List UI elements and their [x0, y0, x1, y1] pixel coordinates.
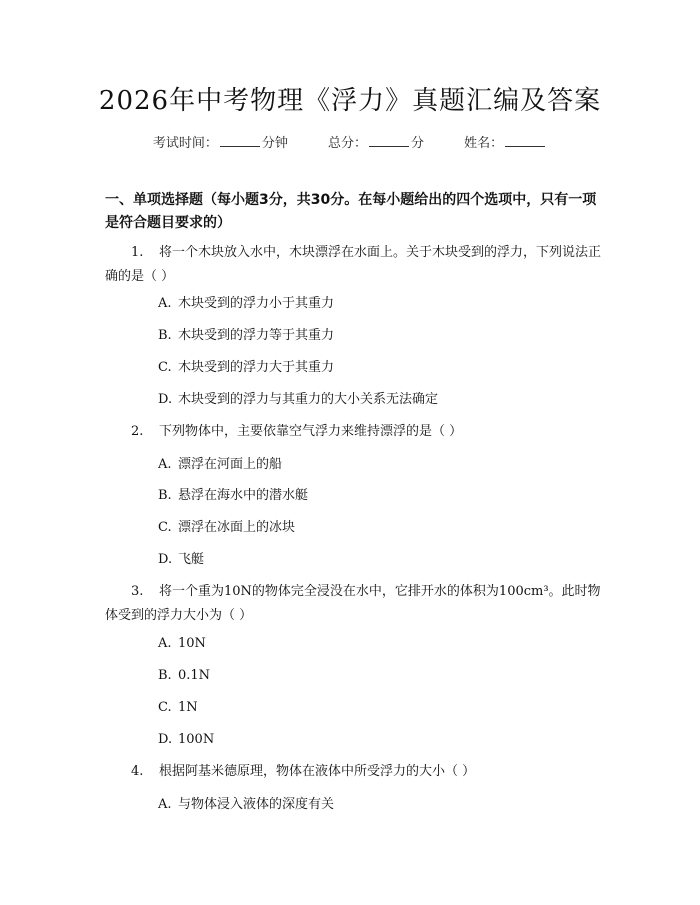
- option-letter: C.: [158, 700, 172, 715]
- option-letter: A.: [158, 797, 172, 812]
- question-3-option-c: [158, 698, 198, 718]
- exam-time-field: [153, 136, 288, 151]
- question-4: [105, 760, 605, 784]
- option-letter: C.: [158, 360, 172, 375]
- option-text: 1N: [178, 700, 198, 715]
- option-text: 100N: [178, 732, 215, 747]
- question-text: 将一个重为10N的物体完全浸没在水中，它排开水的体积为100cm³。此时物体受到的浮力大小为（ ）: [105, 584, 601, 623]
- option-text: 飞艇: [178, 552, 205, 567]
- question-2-option-c: [158, 518, 295, 538]
- question-2-option-b: [158, 486, 308, 506]
- question-text: 根据阿基米德原理，物体在液体中所受浮力的大小（ ）: [159, 764, 476, 779]
- question-1: [105, 241, 605, 289]
- option-text: 漂浮在河面上的船: [178, 457, 283, 472]
- question-number: 2.: [131, 424, 144, 439]
- question-text: 下列物体中，主要依靠空气浮力来维持漂浮的是（ ）: [159, 424, 463, 439]
- total-score-label: 总分：: [327, 136, 367, 151]
- question-3-option-a: [158, 634, 206, 654]
- option-text: 悬浮在海水中的潜水艇: [178, 488, 309, 503]
- exam-time-unit: 分钟: [261, 136, 288, 151]
- question-2: [105, 420, 605, 444]
- total-score-blank: [369, 134, 409, 147]
- option-text: 木块受到的浮力与其重力的大小关系无法确定: [178, 392, 439, 407]
- question-1-option-d: [158, 390, 438, 410]
- option-letter: A.: [158, 296, 172, 311]
- option-letter: B.: [158, 488, 172, 503]
- exam-time-blank: [220, 134, 260, 147]
- question-text: 将一个木块放入水中，木块漂浮在水面上。关于木块受到的浮力，下列说法正确的是（ ）: [105, 245, 602, 284]
- student-name-field: [464, 136, 547, 151]
- question-2-option-a: [158, 455, 282, 475]
- option-text: 木块受到的浮力大于其重力: [178, 360, 335, 375]
- question-number: 4.: [131, 764, 144, 779]
- exam-time-label: 考试时间：: [152, 136, 218, 151]
- option-text: 0.1N: [178, 668, 211, 683]
- question-4-option-a: [158, 795, 334, 815]
- question-1-option-a: [158, 294, 334, 314]
- option-text: 10N: [178, 636, 206, 651]
- student-name-blank: [505, 134, 545, 147]
- option-letter: D.: [158, 392, 173, 407]
- question-3-option-d: [158, 730, 214, 750]
- option-text: 木块受到的浮力小于其重力: [178, 296, 335, 311]
- option-text: 木块受到的浮力等于其重力: [178, 328, 335, 343]
- total-score-field: [328, 136, 424, 151]
- section-heading: 一、单项选择题（每小题3分，共30分。在每小题给出的四个选项中，只有一项是符合题目要求的）: [105, 192, 597, 231]
- option-letter: D.: [158, 732, 173, 747]
- option-letter: A.: [158, 457, 172, 472]
- page-title: 2026年中考物理《浮力》真题汇编及答案: [98, 86, 602, 116]
- option-text: 漂浮在冰面上的冰块: [178, 520, 296, 535]
- question-3-option-b: [158, 666, 210, 686]
- question-2-option-d: [158, 550, 204, 570]
- option-letter: D.: [158, 552, 173, 567]
- question-3: [105, 580, 605, 628]
- option-letter: B.: [158, 328, 172, 343]
- option-letter: C.: [158, 520, 172, 535]
- question-1-option-b: [158, 326, 334, 346]
- student-name-label: 姓名：: [464, 136, 504, 151]
- question-number: 3.: [131, 584, 144, 599]
- option-letter: B.: [158, 668, 172, 683]
- question-1-option-c: [158, 358, 334, 378]
- option-letter: A.: [158, 636, 172, 651]
- total-score-unit: 分: [411, 136, 425, 151]
- exam-meta: [0, 132, 700, 151]
- question-number: 1.: [131, 245, 144, 260]
- option-text: 与物体浸入液体的深度有关: [178, 797, 335, 812]
